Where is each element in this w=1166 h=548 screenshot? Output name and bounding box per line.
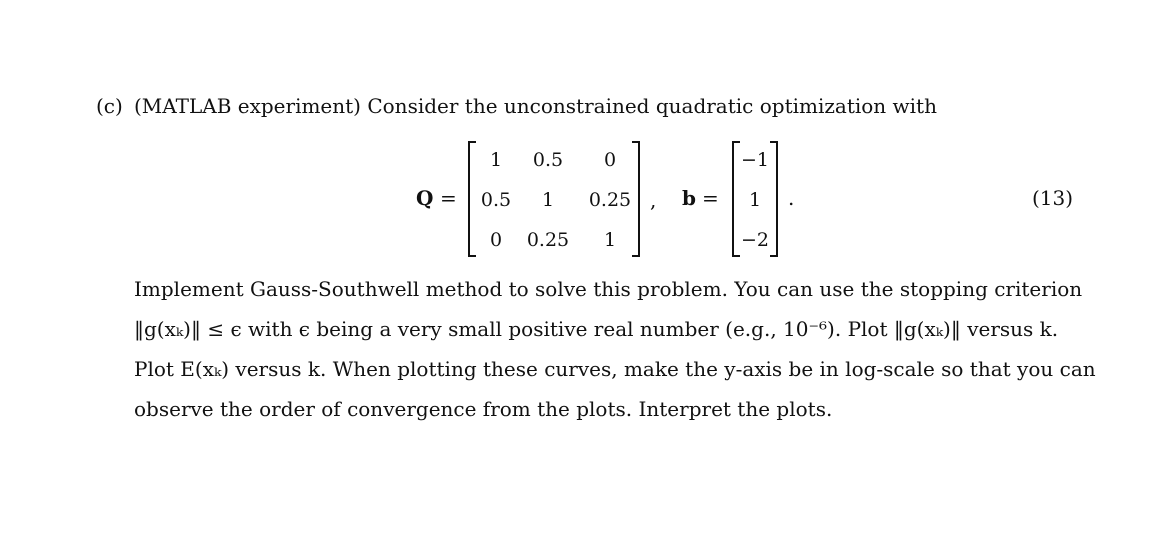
q-cell-2-3: 0.25: [588, 189, 632, 211]
q-cell-3-1: 0: [489, 229, 503, 251]
q-symbol: Q: [416, 186, 434, 210]
b-cell-2: 1: [748, 189, 762, 211]
b-vector: [732, 138, 778, 260]
q-cell-1-3: 0: [603, 149, 617, 171]
problem-intro: (MATLAB experiment) Consider the unconstrained quadratic optimization with: [134, 94, 937, 118]
q-cell-2-1: 0.5: [480, 189, 512, 211]
equation-separator: ,: [650, 188, 657, 212]
equation-number: (13): [1031, 186, 1073, 210]
problem-label: (c): [96, 94, 123, 118]
b-equals: =: [702, 186, 719, 210]
equation-13: [0, 138, 1166, 260]
q-cell-1-1: 1: [489, 149, 503, 171]
q-cell-3-3: 1: [603, 229, 617, 251]
q-matrix: [468, 138, 640, 260]
b-symbol: b: [682, 186, 696, 210]
paragraph-line-1: Implement Gauss-Southwell method to solve this problem. You can use the stopping criterion: [134, 277, 1083, 301]
paragraph-line-3: Plot E(xₖ) versus k. When plotting these curves, make the y-axis be in log-scale so that you can: [134, 357, 1096, 381]
q-cell-3-2: 0.25: [526, 229, 570, 251]
q-cell-2-2: 1: [541, 189, 555, 211]
q-equals: =: [440, 186, 457, 210]
paragraph-line-4: observe the order of convergence from the plots. Interpret the plots.: [134, 397, 833, 421]
b-cell-1: −1: [740, 149, 769, 171]
paragraph-line-2: ‖g(xₖ)‖ ≤ ϵ with ϵ being a very small positive real number (e.g., 10⁻⁶). Plot ‖g(xₖ)‖ versus k.: [134, 317, 1059, 341]
b-cell-3: −2: [740, 229, 769, 251]
equation-terminator: .: [788, 186, 795, 210]
q-cell-1-2: 0.5: [532, 149, 564, 171]
